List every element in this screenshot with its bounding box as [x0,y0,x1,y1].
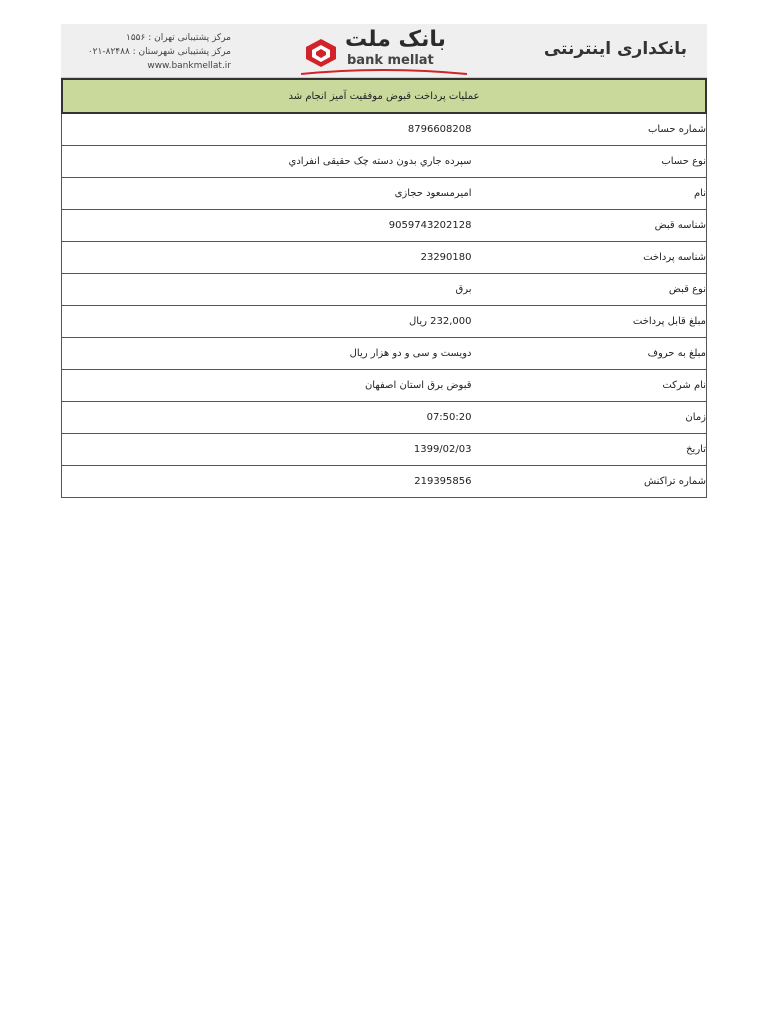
row-value: 07:50:20 [426,412,472,423]
row-value-cell [62,306,472,338]
receipt [61,24,707,498]
row-value: 9059743202128 [388,220,472,231]
row-value: 23290180 [420,252,472,263]
support-cities: مرکز پشتیبانی شهرستان : ۸۲۴۸۸-۰۲۱ [87,47,231,57]
row-label: نوع حساب [472,146,707,178]
row-label: شناسه قبض [472,210,707,242]
row-value-cell [62,402,472,434]
table-row [62,274,707,306]
support-tehran: مرکز پشتیبانی تهران : ۱۵۵۶ [125,33,231,43]
table-row [62,434,707,466]
row-value-cell [62,146,472,178]
table-row [62,466,707,498]
row-label: نوع قبض [472,274,707,306]
row-value: 8796608208 [407,124,472,135]
table-row [62,402,707,434]
row-label: نام شرکت [472,370,707,402]
table-row [62,178,707,210]
row-value-cell [62,178,472,210]
row-value: امیرمسعود حجازی [394,188,472,199]
row-value-cell [62,338,472,370]
row-value-cell [62,274,472,306]
row-value-cell [62,370,472,402]
receipt-header [61,24,707,78]
page-title: بانکداری اینترنتی [543,39,687,59]
bank-mellat-emblem-icon [304,38,338,68]
row-label: شماره تراکنش [472,466,707,498]
bank-mellat-logo [301,27,467,75]
logo-swoosh-icon [301,68,467,76]
row-value-cell [62,210,472,242]
row-label: مبلغ قابل پرداخت [472,306,707,338]
row-value: قبوض برق استان اصفهان [364,380,472,391]
table-row [62,114,707,146]
table-row [62,210,707,242]
row-label: شناسه پرداخت [472,242,707,274]
support-info [71,31,231,73]
row-label: نام [472,178,707,210]
row-value: سپرده جاري بدون دسته چک حقیقی انفرادي [288,156,472,167]
row-value-cell [62,242,472,274]
row-label: تاریخ [472,434,707,466]
row-value: 1399/02/03 [413,444,472,455]
table-row [62,338,707,370]
row-value: 219395856 [414,476,472,487]
row-value: دویست و سی و دو هزار ریال [349,348,472,359]
row-value-cell [62,466,472,498]
row-value-cell [62,434,472,466]
table-row [62,242,707,274]
row-value: 232,000 ریال [409,316,472,327]
logo-text-fa: بانک ملت [345,27,446,52]
table-row [62,306,707,338]
row-value-cell [62,114,472,146]
row-label: مبلغ به حروف [472,338,707,370]
row-label: زمان [472,402,707,434]
table-row [62,370,707,402]
table-row [62,146,707,178]
receipt-details-table [61,114,707,498]
logo-text-en: bank mellat [347,53,434,68]
row-label: شماره حساب [472,114,707,146]
row-value: برق [455,284,472,295]
success-banner: عملیات پرداخت قبوض موفقیت آمیز انجام شد [61,78,707,114]
website-link[interactable]: www.bankmellat.ir [147,61,231,71]
